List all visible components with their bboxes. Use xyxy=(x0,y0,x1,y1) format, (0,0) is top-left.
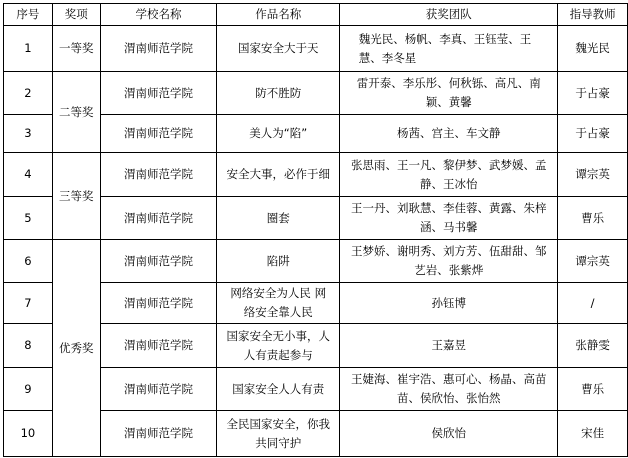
school-name: 渭南师范学院 xyxy=(100,324,217,368)
work-title: 国家安全人人有责 xyxy=(217,368,340,411)
teacher: / xyxy=(558,283,628,324)
school-name: 渭南师范学院 xyxy=(100,283,217,324)
school-name: 渭南师范学院 xyxy=(100,368,217,411)
work-title xyxy=(217,283,340,324)
team-members xyxy=(340,72,558,115)
row-number: 10 xyxy=(4,411,53,457)
team-members xyxy=(340,26,558,72)
team-members-text: 王一丹、刘耿慧、李佳蓉、黄露、朱梓涵、马书馨 xyxy=(350,201,547,234)
team-members: 王嘉昱 xyxy=(340,324,558,368)
team-members-text: 雷开泰、李乐彤、何秋铄、高凡、南颖、黄馨 xyxy=(356,76,541,109)
team-members-text: 王婕海、崔宇浩、惠可心、杨晶、高苗苗、侯欣怡、张怡然 xyxy=(350,372,547,405)
work-title-text: 国家安全无小事，人人有责起参与 xyxy=(226,328,330,362)
header-teacher: 指导教师 xyxy=(558,4,628,26)
team-members xyxy=(340,240,558,283)
teacher: 曹乐 xyxy=(558,368,628,411)
school-name: 渭南师范学院 xyxy=(100,197,217,240)
teacher: 谭宗英 xyxy=(558,240,628,283)
school-name: 渭南师范学院 xyxy=(100,72,217,115)
award-level: 一等奖 xyxy=(52,26,100,72)
award-level: 优秀奖 xyxy=(52,240,100,457)
work-title: 国家安全大于天 xyxy=(217,26,340,72)
row-number: 7 xyxy=(4,283,53,324)
team-members: 侯欣怡 xyxy=(340,411,558,457)
school-name: 渭南师范学院 xyxy=(100,26,217,72)
header-team: 获奖团队 xyxy=(340,4,558,26)
work-title-text: 全民国家安全，你我共同守护 xyxy=(226,416,330,450)
row-number: 1 xyxy=(4,26,53,72)
teacher: 谭宗英 xyxy=(558,153,628,197)
team-members xyxy=(340,368,558,411)
table-row xyxy=(4,153,628,197)
row-number: 3 xyxy=(4,115,53,153)
work-title-text: 网络安全为人民 网络安全靠人民 xyxy=(230,286,327,319)
work-title xyxy=(217,411,340,457)
header-school: 学校名称 xyxy=(100,4,217,26)
team-members-text: 魏光民、杨帆、李真、王钰莹、王慧、李冬星 xyxy=(358,31,532,65)
header-work: 作品名称 xyxy=(217,4,340,26)
table-row xyxy=(4,72,628,115)
row-number: 5 xyxy=(4,197,53,240)
team-members-text: 张思雨、王一凡、黎伊梦、武梦媛、孟静、王冰怡 xyxy=(350,157,547,191)
work-title: 防不胜防 xyxy=(217,72,340,115)
row-number: 4 xyxy=(4,153,53,197)
work-title xyxy=(217,324,340,368)
header-row xyxy=(4,4,628,26)
work-title: 圈套 xyxy=(217,197,340,240)
teacher: 曹乐 xyxy=(558,197,628,240)
row-number: 2 xyxy=(4,72,53,115)
school-name: 渭南师范学院 xyxy=(100,115,217,153)
teacher: 魏光民 xyxy=(558,26,628,72)
table-row xyxy=(4,240,628,283)
work-title: 陷阱 xyxy=(217,240,340,283)
team-members xyxy=(340,197,558,240)
table-row xyxy=(4,26,628,72)
work-title: 安全大事，必作于细 xyxy=(217,153,340,197)
row-number: 6 xyxy=(4,240,53,283)
team-members xyxy=(340,153,558,197)
team-members: 杨茜、宫主、车文静 xyxy=(340,115,558,153)
award-level: 三等奖 xyxy=(52,153,100,240)
school-name: 渭南师范学院 xyxy=(100,240,217,283)
team-members: 孙钰博 xyxy=(340,283,558,324)
row-number: 9 xyxy=(4,368,53,411)
teacher: 于占豪 xyxy=(558,115,628,153)
school-name: 渭南师范学院 xyxy=(100,411,217,457)
school-name: 渭南师范学院 xyxy=(100,153,217,197)
teacher: 于占豪 xyxy=(558,72,628,115)
award-level: 二等奖 xyxy=(52,72,100,153)
header-no: 序号 xyxy=(4,4,53,26)
work-title: 美人为“陷” xyxy=(217,115,340,153)
awards-table xyxy=(3,3,628,457)
teacher: 张静雯 xyxy=(558,324,628,368)
header-award: 奖项 xyxy=(52,4,100,26)
teacher: 宋佳 xyxy=(558,411,628,457)
team-members-text: 王梦娇、谢明秀、刘方芳、伍甜甜、邹艺岩、张紫烨 xyxy=(350,244,547,277)
row-number: 8 xyxy=(4,324,53,368)
